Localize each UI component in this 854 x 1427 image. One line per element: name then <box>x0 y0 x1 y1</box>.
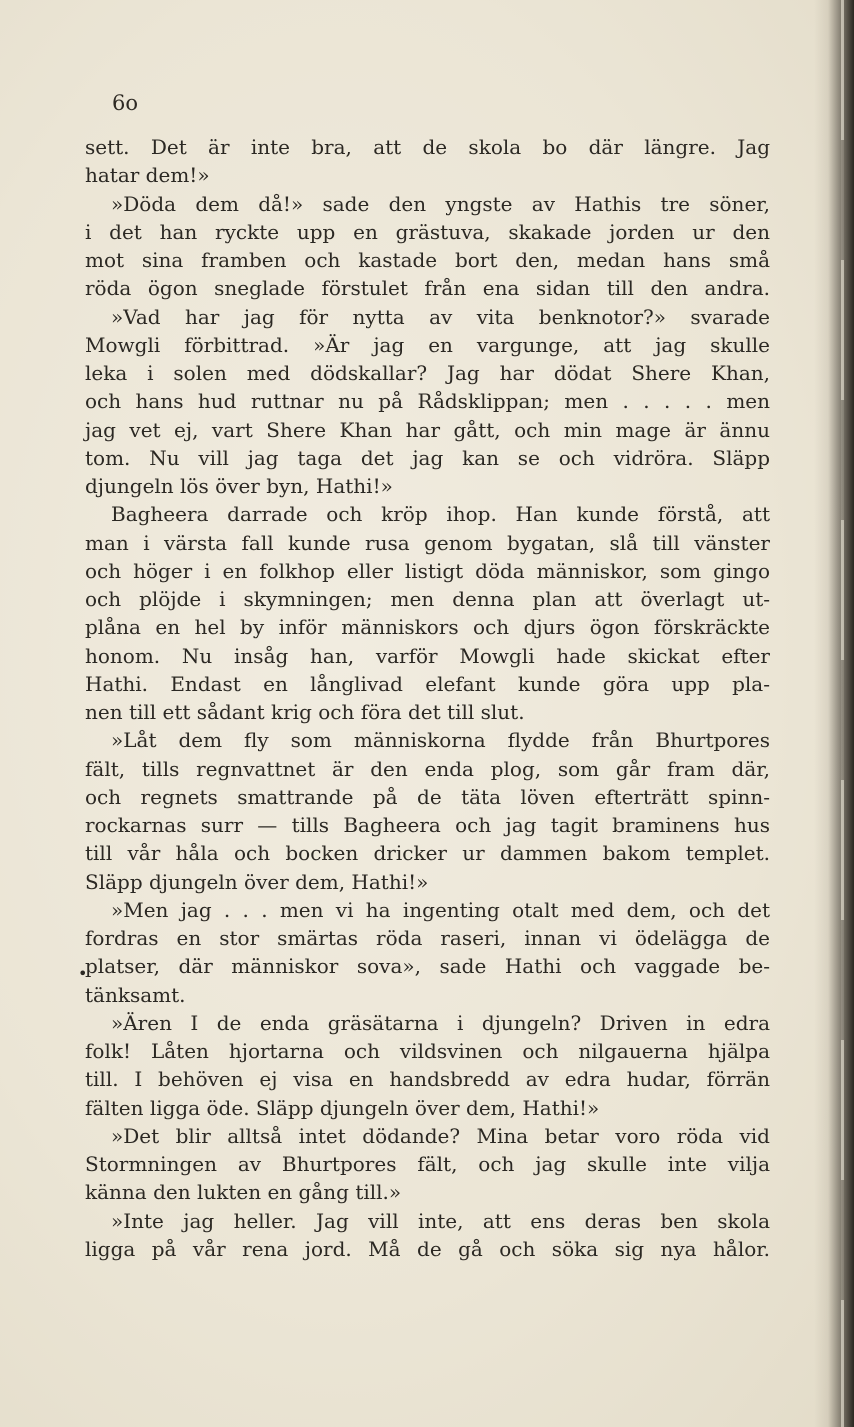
text-line: »Men jag . . . men vi ha ingenting otalt med dem, och det <box>111 897 770 922</box>
text-line: rockarnas surr — tills Bagheera och jag tagit braminens hus <box>85 813 770 837</box>
text-line: och regnets smattrande på de täta löven efterträtt spinn- <box>85 784 770 809</box>
text-line: och höger i en folkhop eller listigt döda människor, som gingo <box>85 558 770 583</box>
text-line: jag vet ej, vart Shere Khan har gått, och min mage är ännu <box>85 417 770 442</box>
text-line: Släpp djungeln över dem, Hathi!» <box>85 869 429 894</box>
text-line: och hans hud ruttnar nu på Rådsklippan; men . . . . . men <box>85 389 770 414</box>
margin-speck: • <box>78 964 88 983</box>
page-number: 6o <box>112 91 139 115</box>
text-line: fälten ligga öde. Släpp djungeln över dem, Hathi!» <box>85 1095 600 1120</box>
text-line: fält, tills regnvattnet är den enda plog, som går fram där, <box>85 756 770 781</box>
text-line: tom. Nu vill jag taga det jag kan se och vidröra. Släpp <box>85 445 770 470</box>
text-line: »Låt dem fly som människorna flydde från Bhurtpores <box>111 728 770 753</box>
text-line: och plöjde i skymningen; men denna plan att överlagt ut- <box>85 587 770 611</box>
text-line: »Ären I de enda gräsätarna i djungeln? Driven in edra <box>111 1010 770 1035</box>
text-line: röda ögon sneglade förstulet från ena sidan till den andra. <box>85 276 770 301</box>
text-line: »Det blir alltså intet dödande? Mina betar voro röda vid <box>111 1123 770 1148</box>
text-line: ligga på vår rena jord. Må de gå och söka sig nya hålor. <box>85 1236 770 1261</box>
text-line: »Vad har jag för nytta av vita benknotor?» svarade <box>111 304 770 329</box>
text-line: nen till ett sådant krig och föra det till slut. <box>85 700 525 724</box>
text-line: hatar dem!» <box>85 163 210 188</box>
book-spine-edge <box>814 0 854 1427</box>
text-line: djungeln lös över byn, Hathi!» <box>85 474 393 498</box>
text-line: plåna en hel by inför människors och djurs ögon förskräckte <box>85 615 770 640</box>
text-line: sett. Det är inte bra, att de skola bo där längre. Jag <box>85 135 770 159</box>
text-line: Stormningen av Bhurtpores fält, och jag skulle inte vilja <box>85 1152 770 1176</box>
text-line: fordras en stor smärtas röda raseri, innan vi ödelägga de <box>85 926 770 950</box>
text-line: Mowgli förbittrad. »Är jag en vargunge, att jag skulle <box>85 332 770 357</box>
text-line: till. I behöven ej visa en handsbredd av edra hudar, förrän <box>85 1067 770 1092</box>
text-line: honom. Nu insåg han, varför Mowgli hade skickat efter <box>85 643 770 668</box>
text-line: i det han ryckte upp en grästuva, skakade jorden ur den <box>85 219 770 244</box>
text-line: till vår håla och bocken dricker ur dammen bakom templet. <box>85 841 770 866</box>
text-line: »Döda dem då!» sade den yngste av Hathis tre söner, <box>111 191 770 216</box>
text-line: Bagheera darrade och kröp ihop. Han kunde förstå, att <box>111 502 770 527</box>
text-line: man i värsta fall kunde rusa genom bygatan, slå till vänster <box>85 530 770 555</box>
text-line: folk! Låten hjortarna och vildsvinen och nilgauerna hjälpa <box>85 1039 770 1063</box>
text-line: mot sina framben och kastade bort den, medan hans små <box>85 248 770 272</box>
body-text <box>85 133 770 1263</box>
text-line: leka i solen med dödskallar? Jag har dödat Shere Khan, <box>85 361 770 385</box>
text-line: tänksamt. <box>85 982 186 1007</box>
text-line: känna den lukten en gång till.» <box>85 1180 402 1205</box>
text-line: »Inte jag heller. Jag vill inte, att ens deras ben skola <box>111 1208 770 1233</box>
text-line: Hathi. Endast en långlivad elefant kunde göra upp pla- <box>85 671 770 696</box>
text-line: platser, där människor sova», sade Hathi och vaggade be- <box>85 954 770 979</box>
